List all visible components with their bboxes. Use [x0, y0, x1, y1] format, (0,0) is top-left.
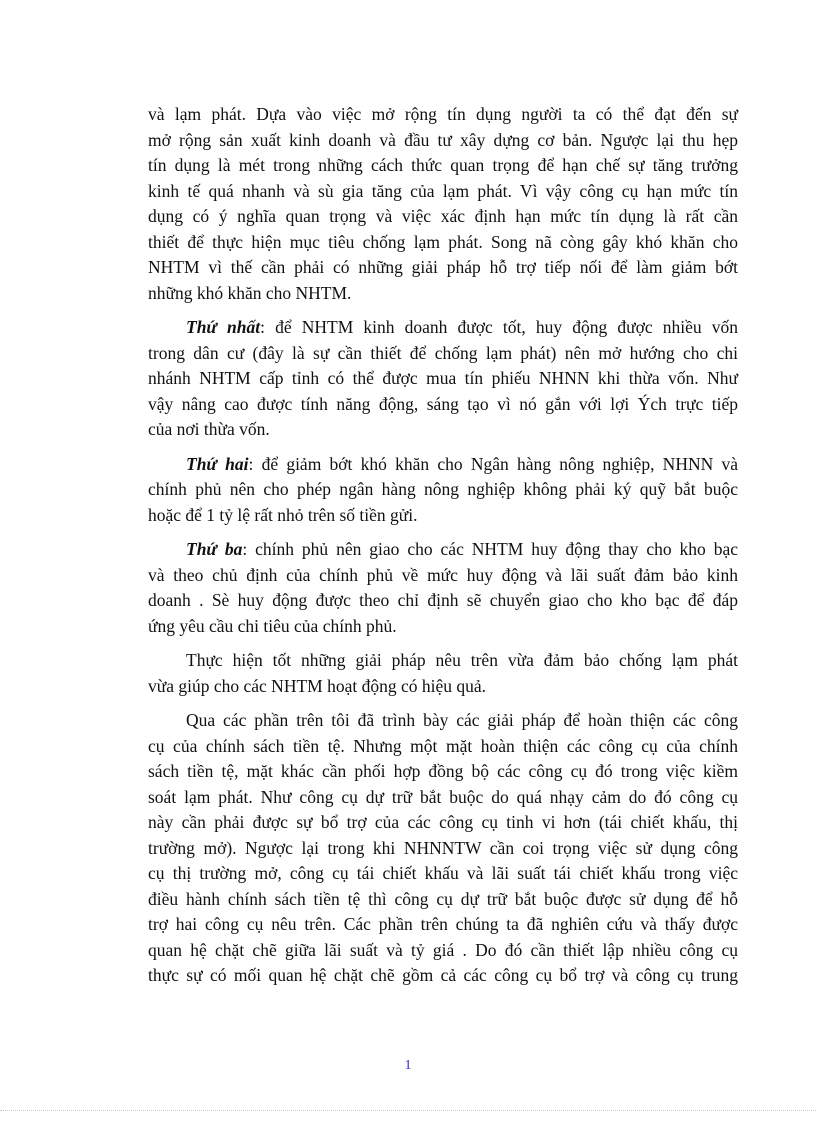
- text-line: [148, 153, 738, 179]
- paragraph-p1: [148, 102, 738, 306]
- line-text: Thực hiện tốt những giải pháp nêu trên vừa đảm bảo chống lạm phát: [186, 650, 738, 670]
- text-line: [148, 230, 738, 256]
- text-line: [148, 588, 738, 614]
- paragraph-p6: [148, 708, 738, 989]
- paragraph-lead: Thứ nhất: [186, 317, 261, 337]
- paragraph-lead: Thứ hai: [186, 453, 249, 474]
- line-text: này cần phải được sự bổ trợ của các công cụ tinh vi hơn (tái chiết khấu, thị: [148, 812, 738, 832]
- text-line: [148, 281, 738, 307]
- line-text: và theo chủ định của chính phủ về mức huy động và lãi suất đảm bảo kinh: [148, 564, 738, 585]
- line-text: quan hệ chặt chẽ giữa lãi suất và tỷ giá . Do đó cần thiết lập nhiều công cụ: [148, 939, 738, 960]
- line-text: trợ hai công cụ nêu trên. Các phần trên chúng ta đã nghiên cứu và thấy được: [148, 914, 738, 934]
- line-text: thực sự có mối quan hệ chặt chẽ gồm cả các công cụ bổ trợ và công cụ trung: [148, 965, 738, 985]
- text-line: [148, 537, 738, 563]
- text-line: [148, 255, 738, 281]
- line-text: vậy nâng cao được tính năng động, sáng tạo vì nó gắn với lợi Ých trực tiếp: [148, 393, 738, 414]
- paragraph-p4: [148, 537, 738, 639]
- line-text: hoặc để 1 tỷ lệ rất nhỏ trên số tiền gửi.: [148, 504, 418, 525]
- text-line: [148, 366, 738, 392]
- line-text: trong dân cư (đây là sự cần thiết để chống lạm phát) nên mở hướng cho chi: [148, 342, 738, 363]
- text-line: [148, 392, 738, 418]
- text-line: [148, 759, 738, 785]
- line-text: : chính phủ nên giao cho các NHTM huy động thay cho kho bạc: [242, 539, 738, 559]
- text-line: [148, 734, 738, 760]
- text-line: [148, 341, 738, 367]
- line-text: điều hành chính sách tiền tệ thì công cụ dự trữ bắt buộc được sử dụng để hỗ: [148, 888, 738, 909]
- line-text: cụ thị trường mở, công cụ tái chiết khấu và lãi suất tái chiết khấu trong việc: [148, 863, 738, 883]
- text-line: [148, 503, 738, 529]
- line-text: của nơi thừa vốn.: [148, 419, 270, 439]
- page-number: 1: [404, 1058, 412, 1073]
- line-text: chính phủ nên cho phép ngân hàng nông nghiệp không phải ký quỹ bắt buộc: [148, 479, 738, 499]
- text-line: [148, 708, 738, 734]
- text-line: [148, 179, 738, 205]
- text-line: [148, 477, 738, 503]
- text-line: [148, 102, 738, 128]
- line-text: Qua các phần trên tôi đã trình bày các giải pháp để hoàn thiện các công: [186, 710, 738, 730]
- line-text: sách tiền tệ, mặt khác cần phối hợp đồng bộ các công cụ đó trong việc kiềm: [148, 761, 738, 781]
- line-text: : để giảm bớt khó khăn cho Ngân hàng nông nghiệp, NHNN và: [248, 453, 738, 474]
- page-bottom-edge: [0, 1110, 816, 1111]
- text-line: [148, 204, 738, 230]
- text-line: [148, 810, 738, 836]
- line-text: nhánh NHTM cấp tỉnh có thể được mua tín phiếu NHNN khi thừa vốn. Như: [148, 368, 738, 388]
- text-line: [148, 963, 738, 989]
- line-text: doanh . Sè huy động được theo chỉ định sẽ chuyển giao cho kho bạc để đáp: [148, 590, 738, 610]
- line-text: kinh tế quá nhanh và sù gia tăng của lạm phát. Vì vậy công cụ hạn mức tín: [148, 180, 738, 201]
- text-line: [148, 128, 738, 154]
- text-line: [148, 315, 738, 341]
- text-line: [148, 563, 738, 589]
- text-line: [148, 887, 738, 913]
- text-line: [148, 417, 738, 443]
- paragraph-lead: Thứ ba: [186, 539, 243, 559]
- text-line: [148, 648, 738, 674]
- paragraph-p3: [148, 452, 738, 529]
- line-text: dụng có ý nghĩa quan trọng và việc xác định hạn mức tín dụng là rất cần: [148, 206, 738, 226]
- line-text: những khó khăn cho NHTM.: [148, 282, 352, 303]
- line-text: tín dụng là mét trong những cách thức quan trọng để hạn chế sự tăng trưởng: [148, 155, 738, 175]
- text-line: [148, 836, 738, 862]
- text-line: [148, 938, 738, 964]
- line-text: vừa giúp cho các NHTM hoạt động có hiệu quả.: [148, 675, 487, 696]
- text-line: [148, 912, 738, 938]
- line-text: cụ của chính sách tiền tệ. Nhưng một mặt hoàn thiện các công cụ của chính: [148, 735, 738, 756]
- paragraph-p2: [148, 315, 738, 443]
- text-line: [148, 674, 738, 700]
- text-line: [148, 861, 738, 887]
- line-text: soát lạm phát. Như công cụ dự trữ bắt buộc do quá nhạy cảm do đó công cụ: [148, 786, 738, 807]
- line-text: thiết để thực hiện mục tiêu chống lạm phát. Song nã còng gây khó khăn cho: [148, 231, 738, 252]
- text-line: [148, 785, 738, 811]
- line-text: mở rộng sản xuất kinh doanh và đầu tư xây dựng cơ bản. Ngược lại thu hẹp: [148, 129, 738, 150]
- text-line: [148, 452, 738, 478]
- line-text: : để NHTM kinh doanh được tốt, huy động được nhiều vốn: [260, 317, 738, 337]
- line-text: trường mở). Ngược lại trong khi NHNNTW cần coi trọng việc sử dụng công: [148, 837, 738, 858]
- line-text: và lạm phát. Dựa vào việc mở rộng tín dụng người ta có thể đạt đến sự: [148, 104, 738, 124]
- line-text: NHTM vì thế cần phải có những giải pháp hỗ trợ tiếp nối để làm giảm bớt: [148, 257, 738, 277]
- text-line: [148, 614, 738, 640]
- line-text: ứng yêu cầu chi tiêu của chính phủ.: [148, 615, 397, 636]
- body-text: [148, 102, 738, 998]
- paragraph-p5: [148, 648, 738, 699]
